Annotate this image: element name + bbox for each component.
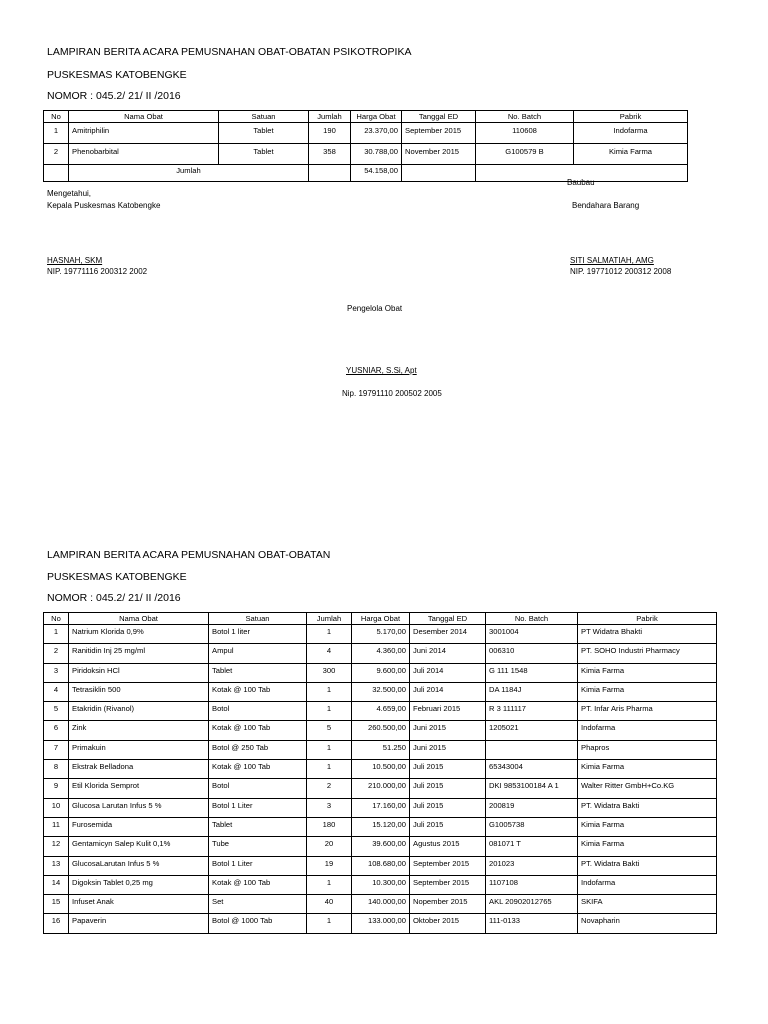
table-row <box>44 760 717 779</box>
cell-nama-obat: Tetrasiklin 500 <box>69 682 209 701</box>
section1-subtitle: PUSKESMAS KATOBENGKE <box>47 69 187 81</box>
cell-no-batch: AKL 20902012765 <box>486 895 578 914</box>
header-jumlah: Jumlah <box>307 613 352 625</box>
cell-jumlah: 40 <box>307 895 352 914</box>
header-pabrik: Pabrik <box>578 613 717 625</box>
cell-no: 11 <box>44 817 69 836</box>
total-empty <box>402 165 476 182</box>
cell-jumlah: 1 <box>307 702 352 721</box>
cell-pabrik: Kimia Farma <box>578 682 717 701</box>
bendahara-title: Bendahara Barang <box>572 201 640 210</box>
cell-no: 5 <box>44 702 69 721</box>
cell-no: 8 <box>44 760 69 779</box>
kepala-title: Kepala Puskesmas Katobengke <box>47 201 161 210</box>
cell-satuan: Botol @ 250 Tab <box>209 740 307 759</box>
cell-no: 1 <box>44 123 69 144</box>
cell-satuan: Set <box>209 895 307 914</box>
cell-satuan: Tablet <box>219 123 309 144</box>
cell-harga-obat: 5.170,00 <box>352 625 410 644</box>
cell-tanggal-ed: Februari 2015 <box>410 702 486 721</box>
cell-jumlah: 1 <box>307 875 352 894</box>
cell-tanggal-ed: Oktober 2015 <box>410 914 486 933</box>
cell-no-batch: DKI 9853100184 A 1 <box>486 779 578 798</box>
cell-satuan: Kotak @ 100 Tab <box>209 875 307 894</box>
bendahara-nip: NIP. 19771012 200312 2008 <box>570 267 672 276</box>
cell-pabrik: Indofarma <box>578 875 717 894</box>
header-jumlah: Jumlah <box>309 111 351 123</box>
table-row <box>44 682 717 701</box>
cell-harga-obat: 4.360,00 <box>352 644 410 663</box>
cell-pabrik: Indofarma <box>578 721 717 740</box>
cell-no-batch: G100579 B <box>476 144 574 165</box>
cell-jumlah: 1 <box>307 914 352 933</box>
cell-no: 2 <box>44 144 69 165</box>
cell-tanggal-ed: Juni 2015 <box>410 740 486 759</box>
cell-no-batch <box>486 740 578 759</box>
total-label: Jumlah <box>69 165 309 182</box>
cell-satuan: Kotak @ 100 Tab <box>209 721 307 740</box>
place-text: Baubau <box>567 178 595 187</box>
table-row <box>44 644 717 663</box>
cell-tanggal-ed: Juli 2015 <box>410 760 486 779</box>
header-tanggal-ed: Tanggal ED <box>410 613 486 625</box>
cell-harga-obat: 23.370,00 <box>351 123 402 144</box>
cell-nama-obat: Natrium Klorida 0,9% <box>69 625 209 644</box>
header-harga-obat: Harga Obat <box>352 613 410 625</box>
cell-satuan: Kotak @ 100 Tab <box>209 760 307 779</box>
cell-no-batch: R 3 111117 <box>486 702 578 721</box>
cell-nama-obat: GlucosaLarutan Infus 5 % <box>69 856 209 875</box>
cell-jumlah: 20 <box>307 837 352 856</box>
section2-nomor: NOMOR : 045.2/ 21/ II /2016 <box>47 592 181 604</box>
cell-jumlah: 4 <box>307 644 352 663</box>
cell-tanggal-ed: Juli 2015 <box>410 779 486 798</box>
cell-jumlah: 1 <box>307 682 352 701</box>
cell-no-batch: 3001004 <box>486 625 578 644</box>
table-row <box>44 663 717 682</box>
cell-harga-obat: 39.600,00 <box>352 837 410 856</box>
kepala-nip: NIP. 19771116 200312 2002 <box>47 267 148 276</box>
cell-harga-obat: 17.160,00 <box>352 798 410 817</box>
cell-satuan: Botol @ 1000 Tab <box>209 914 307 933</box>
cell-satuan: Tablet <box>219 144 309 165</box>
table-row <box>44 779 717 798</box>
cell-no: 16 <box>44 914 69 933</box>
cell-no-batch: 006310 <box>486 644 578 663</box>
cell-no-batch: 110608 <box>476 123 574 144</box>
cell-harga-obat: 30.788,00 <box>351 144 402 165</box>
header-satuan: Satuan <box>209 613 307 625</box>
table-row <box>44 798 717 817</box>
header-no: No <box>44 613 69 625</box>
table-row <box>44 856 717 875</box>
cell-pabrik: Kimia Farma <box>578 837 717 856</box>
cell-harga-obat: 15.120,00 <box>352 817 410 836</box>
cell-jumlah: 1 <box>307 760 352 779</box>
obat-table <box>43 612 717 934</box>
table-row <box>44 837 717 856</box>
cell-no: 1 <box>44 625 69 644</box>
header-nama-obat: Nama Obat <box>69 613 209 625</box>
cell-tanggal-ed: November 2015 <box>402 144 476 165</box>
table-row <box>44 740 717 759</box>
cell-pabrik: PT. Widatra Bakti <box>578 856 717 875</box>
cell-nama-obat: Amitriphilin <box>69 123 219 144</box>
table-row <box>44 625 717 644</box>
pengelola-title: Pengelola Obat <box>347 304 403 313</box>
header-tanggal-ed: Tanggal ED <box>402 111 476 123</box>
header-satuan: Satuan <box>219 111 309 123</box>
cell-no-batch: 200819 <box>486 798 578 817</box>
cell-no-batch: 201023 <box>486 856 578 875</box>
cell-no-batch: 65343004 <box>486 760 578 779</box>
cell-tanggal-ed: September 2015 <box>410 856 486 875</box>
cell-nama-obat: Papaverin <box>69 914 209 933</box>
header-nama-obat: Nama Obat <box>69 111 219 123</box>
cell-no-batch: 081071 T <box>486 837 578 856</box>
header-no: No <box>44 111 69 123</box>
cell-pabrik: Kimia Farma <box>574 144 688 165</box>
cell-tanggal-ed: September 2015 <box>402 123 476 144</box>
cell-no-batch: G 111 1548 <box>486 663 578 682</box>
cell-no: 4 <box>44 682 69 701</box>
pengelola-nip: Nip. 19791110 200502 2005 <box>342 389 442 398</box>
cell-pabrik: PT. Infar Aris Pharma <box>578 702 717 721</box>
total-empty <box>309 165 351 182</box>
cell-harga-obat: 32.500,00 <box>352 682 410 701</box>
section2-subtitle: PUSKESMAS KATOBENGKE <box>47 571 187 583</box>
cell-jumlah: 190 <box>309 123 351 144</box>
cell-nama-obat: Etil Klorida Semprot <box>69 779 209 798</box>
cell-harga-obat: 140.000,00 <box>352 895 410 914</box>
cell-no: 9 <box>44 779 69 798</box>
cell-no: 10 <box>44 798 69 817</box>
cell-satuan: Ampul <box>209 644 307 663</box>
cell-tanggal-ed: Juli 2014 <box>410 663 486 682</box>
cell-no: 12 <box>44 837 69 856</box>
cell-satuan: Kotak @ 100 Tab <box>209 682 307 701</box>
cell-pabrik: Walter Ritter GmbH+Co.KG <box>578 779 717 798</box>
table-header-row <box>44 111 688 123</box>
cell-nama-obat: Digoksin Tablet 0,25 mg <box>69 875 209 894</box>
cell-harga-obat: 51.250 <box>352 740 410 759</box>
cell-harga-obat: 210.000,00 <box>352 779 410 798</box>
cell-nama-obat: Primakuin <box>69 740 209 759</box>
cell-tanggal-ed: Juli 2015 <box>410 798 486 817</box>
cell-harga-obat: 260.500,00 <box>352 721 410 740</box>
cell-no-batch: 111-0133 <box>486 914 578 933</box>
cell-nama-obat: Ranitidin Inj 25 mg/ml <box>69 644 209 663</box>
cell-pabrik: Novapharin <box>578 914 717 933</box>
cell-harga-obat: 133.000,00 <box>352 914 410 933</box>
cell-pabrik: Indofarma <box>574 123 688 144</box>
cell-nama-obat: Glucosa Larutan Infus 5 % <box>69 798 209 817</box>
cell-pabrik: Phapros <box>578 740 717 759</box>
cell-nama-obat: Ekstrak Belladona <box>69 760 209 779</box>
cell-no-batch: 1107108 <box>486 875 578 894</box>
cell-jumlah: 3 <box>307 798 352 817</box>
cell-tanggal-ed: September 2015 <box>410 875 486 894</box>
cell-satuan: Botol <box>209 779 307 798</box>
cell-tanggal-ed: Desember 2014 <box>410 625 486 644</box>
table-row <box>44 721 717 740</box>
table-row <box>44 895 717 914</box>
table-row <box>44 123 688 144</box>
cell-pabrik: PT. Widatra Bakti <box>578 798 717 817</box>
cell-no-batch: DA 1184J <box>486 682 578 701</box>
cell-pabrik: Kimia Farma <box>578 817 717 836</box>
cell-nama-obat: Gentamicyn Salep Kulit 0,1% <box>69 837 209 856</box>
cell-no: 14 <box>44 875 69 894</box>
cell-jumlah: 1 <box>307 625 352 644</box>
cell-jumlah: 19 <box>307 856 352 875</box>
section1-nomor: NOMOR : 045.2/ 21/ II /2016 <box>47 90 181 102</box>
pengelola-name: YUSNIAR, S.Si, Apt <box>346 366 417 375</box>
cell-nama-obat: Zink <box>69 721 209 740</box>
cell-satuan: Tube <box>209 837 307 856</box>
cell-no: 13 <box>44 856 69 875</box>
cell-satuan: Tablet <box>209 663 307 682</box>
cell-harga-obat: 108.680,00 <box>352 856 410 875</box>
cell-nama-obat: Infuset Anak <box>69 895 209 914</box>
header-no-batch: No. Batch <box>476 111 574 123</box>
cell-jumlah: 5 <box>307 721 352 740</box>
cell-pabrik: Kimia Farma <box>578 663 717 682</box>
cell-jumlah: 300 <box>307 663 352 682</box>
table-row <box>44 875 717 894</box>
header-pabrik: Pabrik <box>574 111 688 123</box>
cell-tanggal-ed: Juni 2014 <box>410 644 486 663</box>
cell-pabrik: PT. SOHO Industri Pharmacy <box>578 644 717 663</box>
section2-title: LAMPIRAN BERITA ACARA PEMUSNAHAN OBAT-OBATAN <box>47 549 331 561</box>
cell-satuan: Tablet <box>209 817 307 836</box>
total-value: 54.158,00 <box>351 165 402 182</box>
table-row <box>44 914 717 933</box>
table-row <box>44 702 717 721</box>
cell-satuan: Botol 1 Liter <box>209 798 307 817</box>
cell-pabrik: SKIFA <box>578 895 717 914</box>
table-row <box>44 144 688 165</box>
cell-jumlah: 2 <box>307 779 352 798</box>
cell-satuan: Botol 1 Liter <box>209 856 307 875</box>
cell-harga-obat: 9.600,00 <box>352 663 410 682</box>
table-row <box>44 817 717 836</box>
cell-nama-obat: Etakridin (Rivanol) <box>69 702 209 721</box>
mengetahui-text: Mengetahui, <box>47 189 92 198</box>
cell-harga-obat: 10.300,00 <box>352 875 410 894</box>
kepala-name: HASNAH, SKM <box>47 256 103 265</box>
cell-no: 3 <box>44 663 69 682</box>
cell-tanggal-ed: Juli 2014 <box>410 682 486 701</box>
cell-satuan: Botol 1 liter <box>209 625 307 644</box>
section1-title: LAMPIRAN BERITA ACARA PEMUSNAHAN OBAT-OBATAN PSIKOTROPIKA <box>47 46 412 58</box>
cell-no: 7 <box>44 740 69 759</box>
cell-no: 15 <box>44 895 69 914</box>
cell-tanggal-ed: Juli 2015 <box>410 817 486 836</box>
cell-jumlah: 358 <box>309 144 351 165</box>
cell-harga-obat: 10.500,00 <box>352 760 410 779</box>
cell-nama-obat: Phenobarbital <box>69 144 219 165</box>
cell-pabrik: Kimia Farma <box>578 760 717 779</box>
table-header-row <box>44 613 717 625</box>
cell-nama-obat: Piridoksin HCl <box>69 663 209 682</box>
cell-satuan: Botol <box>209 702 307 721</box>
bendahara-name: SITI SALMATIAH, AMG <box>570 256 654 265</box>
header-no-batch: No. Batch <box>486 613 578 625</box>
cell-no-batch: G1005738 <box>486 817 578 836</box>
cell-no-batch: 1205021 <box>486 721 578 740</box>
psikotropika-table <box>43 110 688 182</box>
total-empty <box>44 165 69 182</box>
cell-harga-obat: 4.659,00 <box>352 702 410 721</box>
cell-nama-obat: Furosemida <box>69 817 209 836</box>
cell-tanggal-ed: Agustus 2015 <box>410 837 486 856</box>
cell-no: 2 <box>44 644 69 663</box>
cell-jumlah: 1 <box>307 740 352 759</box>
cell-pabrik: PT Widatra Bhakti <box>578 625 717 644</box>
cell-jumlah: 180 <box>307 817 352 836</box>
header-harga-obat: Harga Obat <box>351 111 402 123</box>
cell-no: 6 <box>44 721 69 740</box>
cell-tanggal-ed: Juni 2015 <box>410 721 486 740</box>
cell-tanggal-ed: Nopember 2015 <box>410 895 486 914</box>
